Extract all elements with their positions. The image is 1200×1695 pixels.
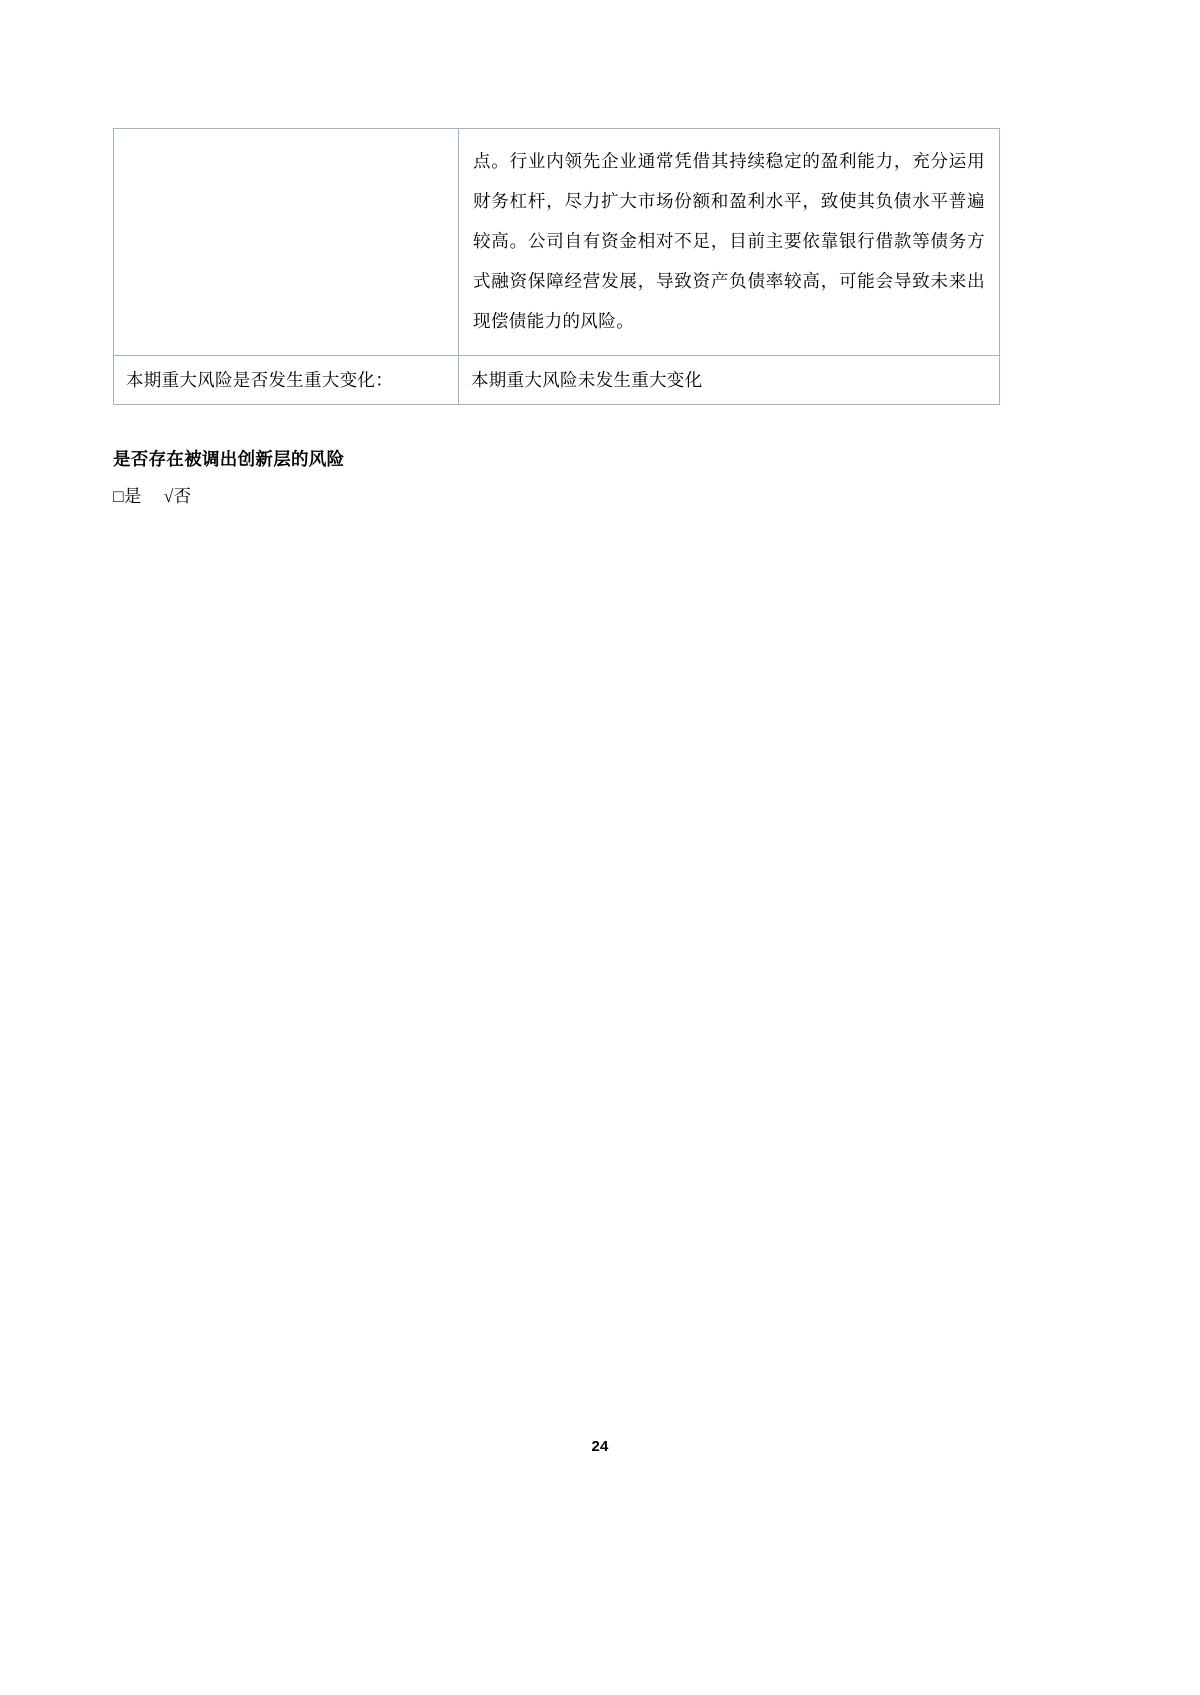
- change-label-text: 本期重大风险是否发生重大变化：: [126, 370, 393, 390]
- page-number: 24: [591, 1438, 609, 1455]
- table-row: [114, 129, 1000, 356]
- table-cell-change-value: [459, 356, 1000, 405]
- checkbox-no-box: √: [163, 486, 174, 506]
- table-cell-risk-paragraph: [459, 129, 1000, 356]
- checkbox-no[interactable]: [164, 482, 192, 510]
- risk-disclosure-table: [113, 128, 1000, 405]
- section-heading: 是否存在被调出创新层的风险: [113, 449, 345, 469]
- checkbox-yes-box: □: [113, 486, 124, 506]
- table-cell-empty: [114, 129, 459, 356]
- table-cell-change-label: [114, 356, 459, 405]
- choice-row: [113, 482, 999, 510]
- checkbox-yes[interactable]: [113, 482, 142, 510]
- checkbox-yes-label: 是: [123, 486, 142, 506]
- checkbox-no-label: 否: [173, 486, 192, 506]
- empty-cell-text: [114, 129, 458, 155]
- table-row: [114, 356, 1000, 405]
- risk-paragraph-text: 点。行业内领先企业通常凭借其持续稳定的盈利能力，充分运用财务杠杆，尽力扩大市场份额和盈利水平，致使其负债水平普遍较高。公司自有资金相对不足，目前主要依靠银行借款等债务方式融资保障经营发展，导致资产负债率较高，可能会导致未来出现偿债能力的风险。: [473, 151, 985, 331]
- page-content: [113, 128, 999, 510]
- change-value-text: 本期重大风险未发生重大变化: [471, 370, 703, 390]
